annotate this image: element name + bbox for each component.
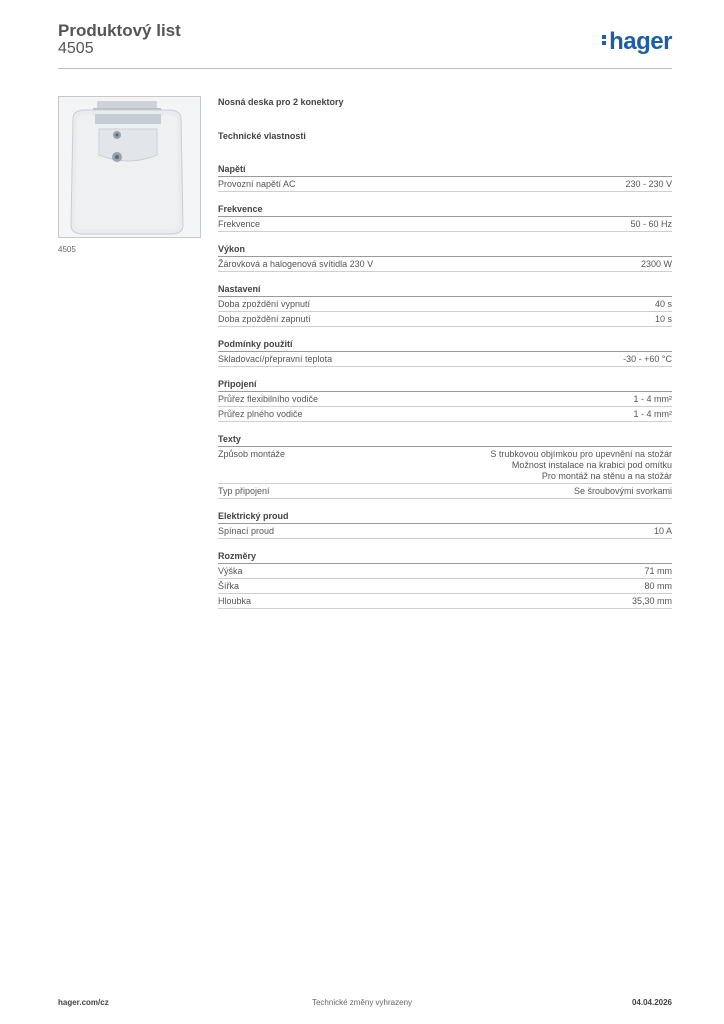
spec-group-title: Připojení bbox=[218, 378, 672, 392]
spec-row bbox=[218, 312, 672, 327]
spec-value: 50 - 60 Hz bbox=[630, 219, 672, 229]
spec-value-line: S trubkovou objímkou pro upevnění na stožár bbox=[490, 449, 672, 459]
spec-label: Frekvence bbox=[218, 219, 261, 229]
spec-row bbox=[218, 177, 672, 192]
spec-value: 10 A bbox=[653, 526, 672, 536]
spec-label: Doba zpoždění vypnutí bbox=[218, 299, 311, 309]
spec-row bbox=[218, 579, 672, 594]
spec-label: Šířka bbox=[218, 581, 240, 591]
spec-group-title: Elektrický proud bbox=[218, 510, 672, 524]
spec-value-line: Možnost instalace na krabici pod omítku bbox=[511, 460, 672, 470]
spec-groups bbox=[218, 163, 672, 609]
spec-value: 35,30 mm bbox=[631, 596, 672, 606]
hager-logo bbox=[602, 28, 672, 56]
spec-value bbox=[490, 449, 672, 482]
spec-row bbox=[218, 352, 672, 367]
spec-row bbox=[218, 447, 672, 484]
spec-label: Provozní napětí AC bbox=[218, 179, 296, 189]
product-code: 4505 bbox=[58, 40, 94, 57]
spec-value: 10 s bbox=[654, 314, 672, 324]
logo-dots-icon bbox=[602, 33, 607, 47]
spec-value: 230 - 230 V bbox=[625, 179, 672, 189]
spec-label: Spínací proud bbox=[218, 526, 275, 536]
spec-row bbox=[218, 564, 672, 579]
spec-label: Skladovací/přepravní teplota bbox=[218, 354, 333, 364]
spec-label: Žárovková a halogenová svítidla 230 V bbox=[218, 259, 374, 269]
spec-row bbox=[218, 524, 672, 539]
header-divider bbox=[58, 68, 672, 69]
product-photo-icon bbox=[59, 97, 201, 238]
spec-row bbox=[218, 297, 672, 312]
product-name: Nosná deska pro 2 konektory bbox=[218, 97, 344, 107]
footer-date: 04.04.2026 bbox=[631, 998, 672, 1007]
spec-group-title: Nastavení bbox=[218, 283, 672, 297]
specs-heading: Technické vlastnosti bbox=[218, 131, 306, 141]
spec-label: Typ připojení bbox=[218, 486, 270, 496]
page-title: Produktový list bbox=[58, 21, 181, 40]
spec-label: Průřez flexibilního vodiče bbox=[218, 394, 319, 404]
spec-group-title: Podmínky použití bbox=[218, 338, 672, 352]
spec-label: Průřez plného vodiče bbox=[218, 409, 303, 419]
spec-row bbox=[218, 257, 672, 272]
spec-group-title: Výkon bbox=[218, 243, 672, 257]
spec-group-title: Texty bbox=[218, 433, 672, 447]
spec-row bbox=[218, 484, 672, 499]
spec-value: 1 - 4 mm² bbox=[633, 409, 672, 419]
footer-site[interactable]: hager.com/cz bbox=[58, 998, 109, 1007]
spec-value: 2300 W bbox=[640, 259, 672, 269]
spec-value: 80 mm bbox=[644, 581, 672, 591]
spec-row bbox=[218, 392, 672, 407]
spec-label: Hloubka bbox=[218, 596, 252, 606]
spec-value: -30 - +60 °C bbox=[623, 354, 672, 364]
spec-row bbox=[218, 407, 672, 422]
spec-value: 40 s bbox=[654, 299, 672, 309]
spec-value: 1 - 4 mm² bbox=[633, 394, 672, 404]
spec-content bbox=[218, 96, 672, 609]
spec-label: Způsob montáže bbox=[218, 449, 286, 459]
spec-value-line: Pro montáž na stěnu a na stožár bbox=[541, 471, 672, 481]
spec-group-title: Frekvence bbox=[218, 203, 672, 217]
spec-group-title: Napětí bbox=[218, 163, 672, 177]
spec-value: 71 mm bbox=[644, 566, 672, 576]
image-caption: 4505 bbox=[58, 245, 76, 254]
spec-row bbox=[218, 217, 672, 232]
footer-note: Technické změny vyhrazeny bbox=[311, 998, 413, 1007]
product-image bbox=[58, 96, 201, 238]
spec-label: Výška bbox=[218, 566, 243, 576]
spec-value: Se šroubovými svorkami bbox=[573, 486, 672, 496]
spec-label: Doba zpoždění zapnutí bbox=[218, 314, 311, 324]
spec-group-title: Rozměry bbox=[218, 550, 672, 564]
logo-text: hager bbox=[609, 28, 672, 55]
spec-row bbox=[218, 594, 672, 609]
